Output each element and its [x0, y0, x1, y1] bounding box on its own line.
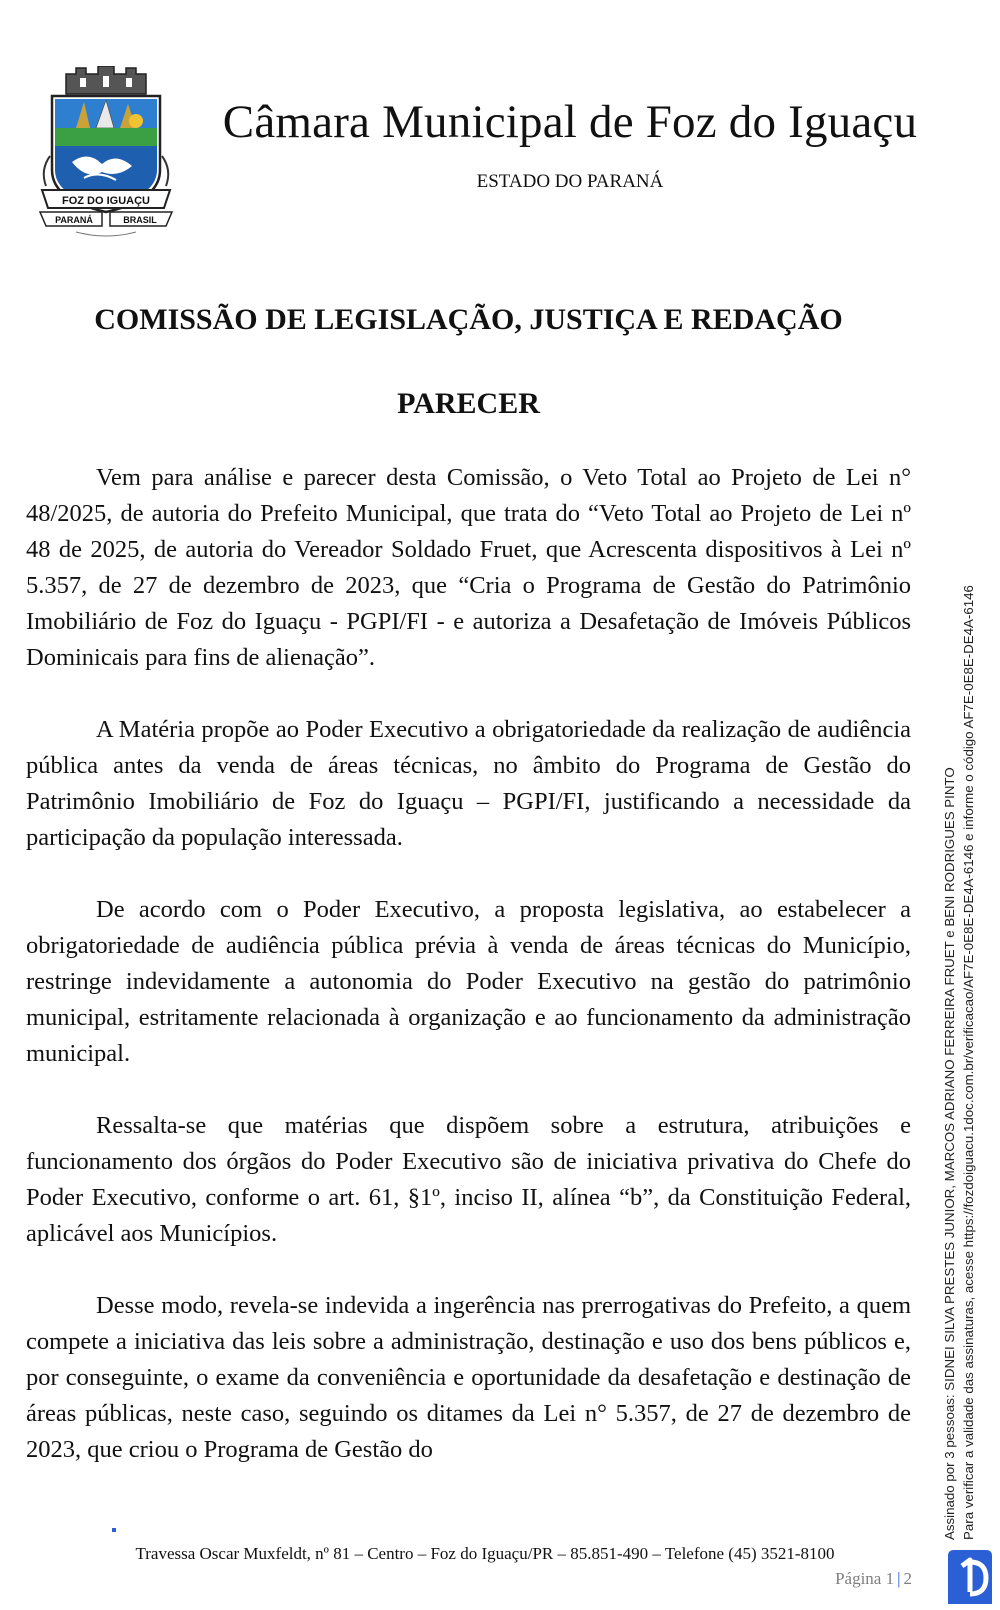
document-type-heading: PARECER [397, 387, 540, 420]
1doc-logo-icon [946, 1548, 994, 1604]
chamber-title: Câmara Municipal de Foz do Iguaçu [222, 96, 918, 148]
svg-text:FOZ DO IGUAÇU: FOZ DO IGUAÇU [62, 195, 150, 207]
signature-stamp [940, 480, 978, 1540]
signature-stamp-signers: Assinado por 3 pessoas: SIDNEI SILVA PRESTES JUNIOR, MARCOS ADRIANO FERREIRA FRUET e BENI RODRIGUES PINTO [942, 767, 957, 1540]
footer-address: Travessa Oscar Muxfeldt, nº 81 – Centro – Foz do Iguaçu/PR – 85.851-490 – Telefone (45) 3521-8100 [135, 1544, 835, 1563]
municipal-crest-icon [36, 66, 176, 246]
decorative-dot [112, 1528, 116, 1532]
body-paragraph-5: Desse modo, revela-se indevida a ingerência nas prerrogativas do Prefeito, a quem compete a iniciativa das leis sobre a administração, destinação e uso dos bens públicos e, por conseguinte, o exame da conveniência e oportunidade da desafetação e destinação de áreas públicas, neste caso, seguindo os ditames da Lei n° 5.357, de 27 de dezembro de 2023, que criou o Programa de Gestão do [26, 1292, 911, 1463]
document-body [26, 460, 911, 1504]
svg-text:PARANÁ: PARANÁ [55, 215, 93, 225]
page-number [835, 1568, 912, 1590]
body-paragraph-1: Vem para análise e parecer desta Comissão, o Veto Total ao Projeto de Lei n° 48/2025, de autoria do Prefeito Municipal, que trata do “Veto Total ao Projeto de Lei nº 48 de 2025, de autoria do Vereador Soldado Fruet, que Acrescenta dispositivos à Lei nº 5.357, de 27 de dezembro de 2023, que “Cria o Programa de Gestão do Patrimônio Imobiliário de Foz do Iguaçu - PGPI/FI - e autoriza a Desafetação de Imóveis Públicos Dominicais para fins de alienação”. [26, 464, 911, 671]
committee-heading: COMISSÃO DE LEGISLAÇÃO, JUSTIÇA E REDAÇÃO [94, 303, 843, 336]
svg-text:BRASIL: BRASIL [123, 215, 157, 225]
state-subtitle: ESTADO DO PARANÁ [476, 171, 664, 192]
page-number-total: 2 [903, 1569, 912, 1588]
body-paragraph-3: De acordo com o Poder Executivo, a proposta legislativa, ao estabelecer a obrigatoriedade de audiência pública prévia à venda de áreas técnicas do Município, restringe indevidamente a autonomia do Poder Executivo na gestão do patrimônio municipal, estritamente relacionada à organização e ao funcionamento da administração municipal. [26, 896, 911, 1067]
page-number-separator: | [897, 1569, 901, 1588]
signature-stamp-verification[interactable]: Para verificar a validade das assinaturas, acesse https://fozdoiguacu.1doc.com.br/verificacao/AF7E-0E8E-DE4A-6146 e informe o código AF7E-0E8E-DE4A-6146 [961, 585, 976, 1540]
body-paragraph-2: A Matéria propõe ao Poder Executivo a obrigatoriedade da realização de audiência pública antes da venda de áreas técnicas, no âmbito do Programa de Gestão do Patrimônio Imobiliário de Foz do Iguaçu – PGPI/FI, justificando a necessidade da participação da população interessada. [26, 716, 911, 851]
body-paragraph-4: Ressalta-se que matérias que dispõem sobre a estrutura, atribuições e funcionamento dos órgãos do Poder Executivo são de iniciativa privativa do Chefe do Poder Executivo, conforme o art. 61, §1º, inciso II, alínea “b”, da Constituição Federal, aplicável aos Municípios. [26, 1112, 911, 1247]
page-number-label: Página 1 [835, 1569, 895, 1588]
